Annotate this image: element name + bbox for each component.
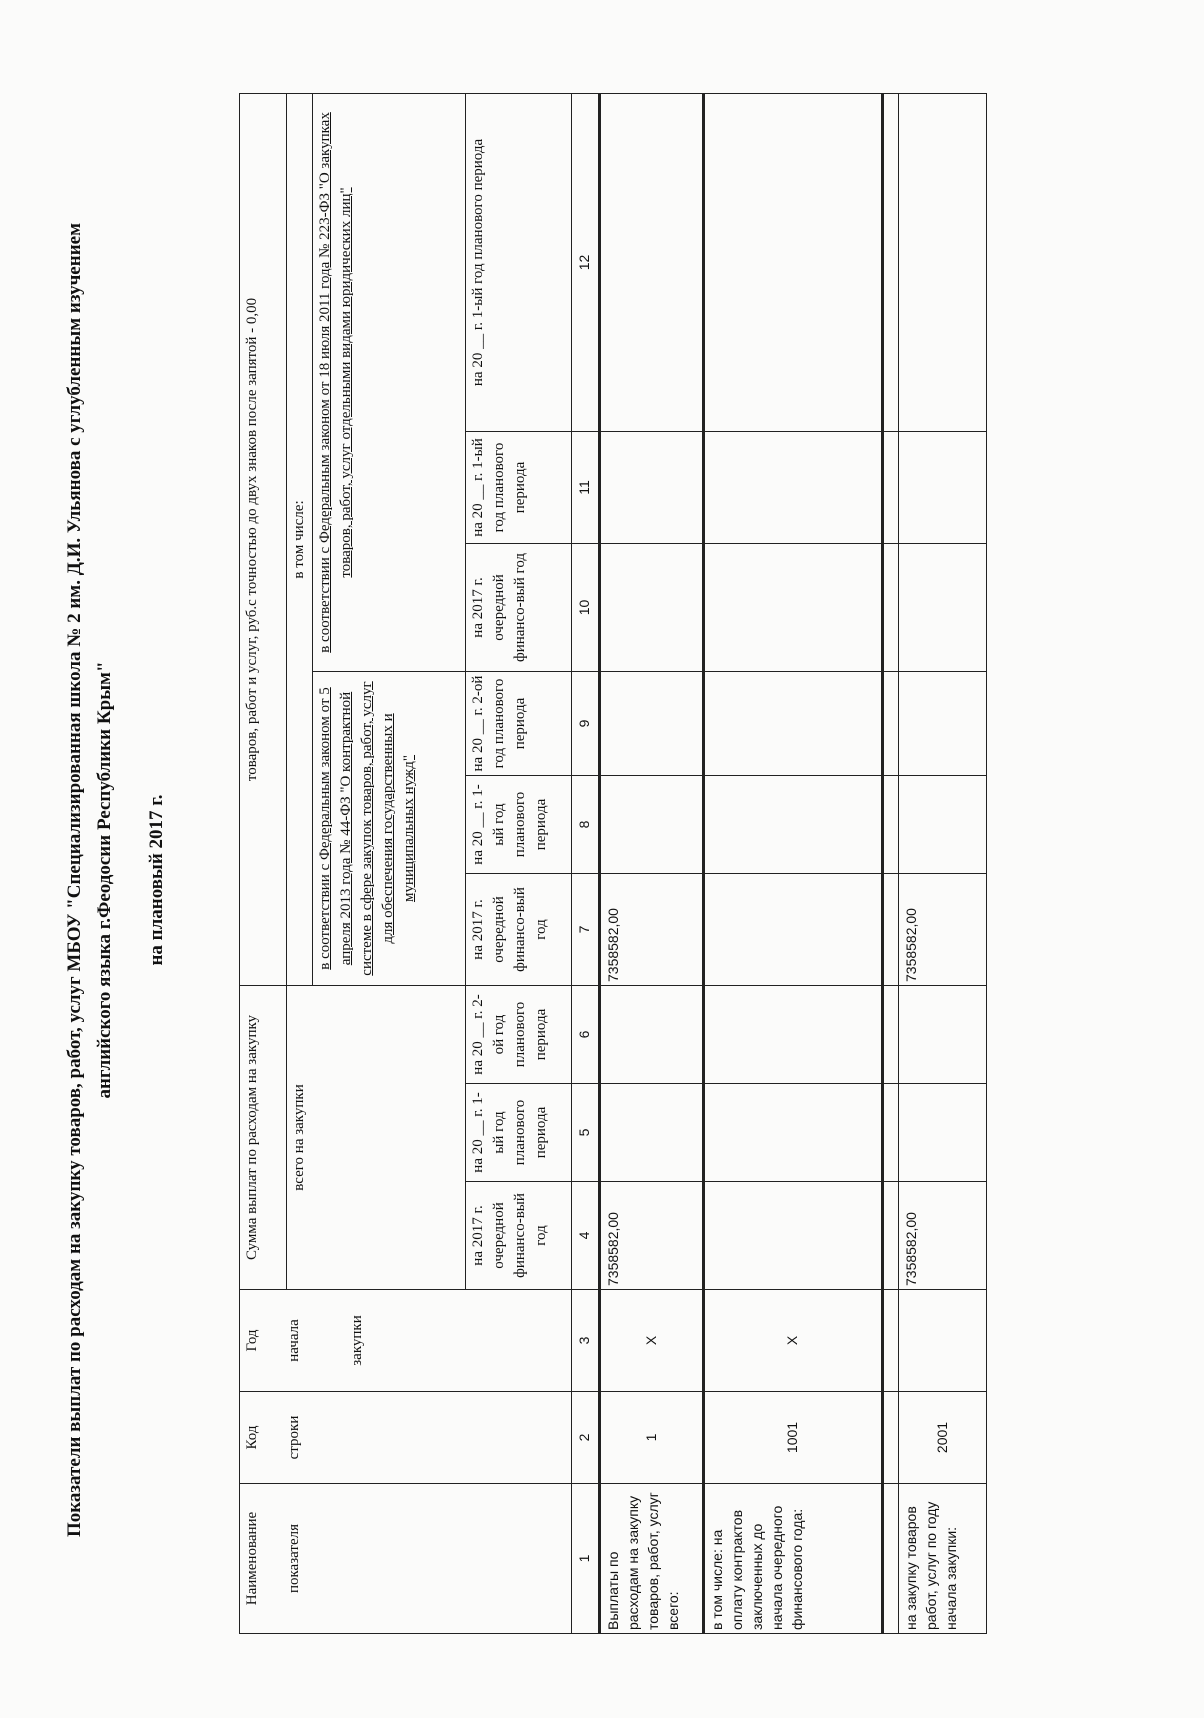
header-start-year-3: закупки	[349, 1315, 365, 1366]
row-value-12	[599, 93, 703, 431]
row-year: X	[599, 1290, 703, 1392]
header-p8: на 20 __ г. 1-ый год планового периода	[466, 776, 572, 874]
row-value-5	[703, 1084, 882, 1182]
header-p6: на 20 __ г. 2-ой год планового периода	[466, 986, 572, 1084]
row-value-8	[899, 776, 987, 874]
row-value-12	[703, 93, 882, 431]
row-name: в том числе: на оплату контрактов заключенных до начала очередного финансового года:	[703, 1484, 882, 1634]
table-gap-row	[883, 93, 899, 1633]
col-number: 11	[572, 432, 600, 544]
header-start-year	[240, 1290, 572, 1392]
row-name: на закупку товаров работ, услуг по году начала закупки:	[899, 1484, 987, 1634]
row-value-4: 7358582,00	[899, 1182, 987, 1290]
row-value-7: 7358582,00	[599, 874, 703, 986]
col-number: 9	[572, 672, 600, 776]
document-subtitle: на плановый 2017 г.	[146, 794, 167, 966]
header-start-year-2: начала	[286, 1319, 302, 1362]
header-start-year-1: Год	[244, 1329, 260, 1352]
header-indicator-name-2: показателя	[286, 1523, 302, 1594]
header-sum-title-tail: товаров, работ и услуг, руб.с точностью до двух знаков после запятой - 0,00	[240, 93, 287, 985]
header-p5: на 20 __ г. 1-ый год планового периода	[466, 1084, 572, 1182]
table-row	[899, 93, 987, 1633]
header-row-code-1: Код	[244, 1425, 260, 1450]
expenditure-table-wrapper	[239, 94, 987, 1634]
row-value-11	[703, 432, 882, 544]
header-law-44fz: в соответствии с Федеральным законом от 5 апреля 2013 года № 44-ФЗ "О контрактной системе в сфере закупок товаров, работ, услуг для обеспечения государственных и муниципальных нужд"	[313, 672, 466, 986]
col-number: 4	[572, 1182, 600, 1290]
row-code: 2001	[899, 1392, 987, 1484]
column-number-row	[572, 93, 600, 1633]
row-value-5	[899, 1084, 987, 1182]
header-p7: на 2017 г. очередной финансо-вый год	[466, 874, 572, 986]
header-p12: на 20 __ г. 1-ый год планового периода	[466, 93, 572, 431]
page-header	[60, 80, 172, 1680]
document-title-line2: английского языка г.Феодосии Республики Крым"	[94, 661, 115, 1099]
header-sum-title: Сумма выплат по расходам на закупку	[240, 986, 287, 1290]
col-number: 3	[572, 1290, 600, 1392]
row-value-6	[703, 986, 882, 1084]
row-value-11	[899, 432, 987, 544]
col-number: 1	[572, 1484, 600, 1634]
row-value-4: 7358582,00	[599, 1182, 703, 1290]
header-p4: на 2017 г. очередной финансо-вый год	[466, 1182, 572, 1290]
header-p11: на 20 __ г. 1-ый год планового периода	[466, 432, 572, 544]
row-value-5	[599, 1084, 703, 1182]
document-title-line1: Показатели выплат по расходам на закупку товаров, работ, услуг МБОУ "Специализированная школа № 2 им. Д.И. Ульянова с углубленным изучением	[64, 222, 85, 1538]
row-value-9	[703, 672, 882, 776]
header-row-code-2: строки	[286, 1415, 302, 1460]
row-value-7: 7358582,00	[899, 874, 987, 986]
header-incl: в том числе:	[286, 93, 312, 985]
expenditure-table	[239, 93, 987, 1634]
row-name: Выплаты по расходам на закупку товаров, работ, услуг всего:	[599, 1484, 703, 1634]
header-total: всего на закупки	[286, 986, 465, 1290]
header-indicator-name	[240, 1484, 572, 1634]
col-number: 2	[572, 1392, 600, 1484]
header-row-code	[240, 1392, 572, 1484]
row-value-10	[703, 544, 882, 672]
row-value-8	[599, 776, 703, 874]
header-p10: на 2017 г. очередной финансо-вый год	[466, 544, 572, 672]
col-number: 5	[572, 1084, 600, 1182]
header-law-223fz: в соответствии с Федеральным законом от 18 июля 2011 года № 223-ФЗ "О закупках товаров, работ, услуг отдельными видами юридических лиц"	[313, 93, 466, 671]
row-value-6	[899, 986, 987, 1084]
header-p9: на 20 __ г. 2-ой год планового периода	[466, 672, 572, 776]
row-year: X	[703, 1290, 882, 1392]
row-value-10	[899, 544, 987, 672]
row-value-9	[899, 672, 987, 776]
table-row	[599, 93, 703, 1633]
row-value-7	[703, 874, 882, 986]
row-value-4	[703, 1182, 882, 1290]
row-code: 1	[599, 1392, 703, 1484]
row-value-9	[599, 672, 703, 776]
header-indicator-name-1: Наименование	[244, 1511, 260, 1606]
col-number: 7	[572, 874, 600, 986]
col-number: 12	[572, 93, 600, 431]
col-number: 8	[572, 776, 600, 874]
col-number: 10	[572, 544, 600, 672]
row-value-6	[599, 986, 703, 1084]
row-value-11	[599, 432, 703, 544]
row-value-12	[899, 93, 987, 431]
row-value-10	[599, 544, 703, 672]
table-row	[703, 93, 882, 1633]
row-code: 1001	[703, 1392, 882, 1484]
row-value-8	[703, 776, 882, 874]
row-year	[899, 1290, 987, 1392]
col-number: 6	[572, 986, 600, 1084]
